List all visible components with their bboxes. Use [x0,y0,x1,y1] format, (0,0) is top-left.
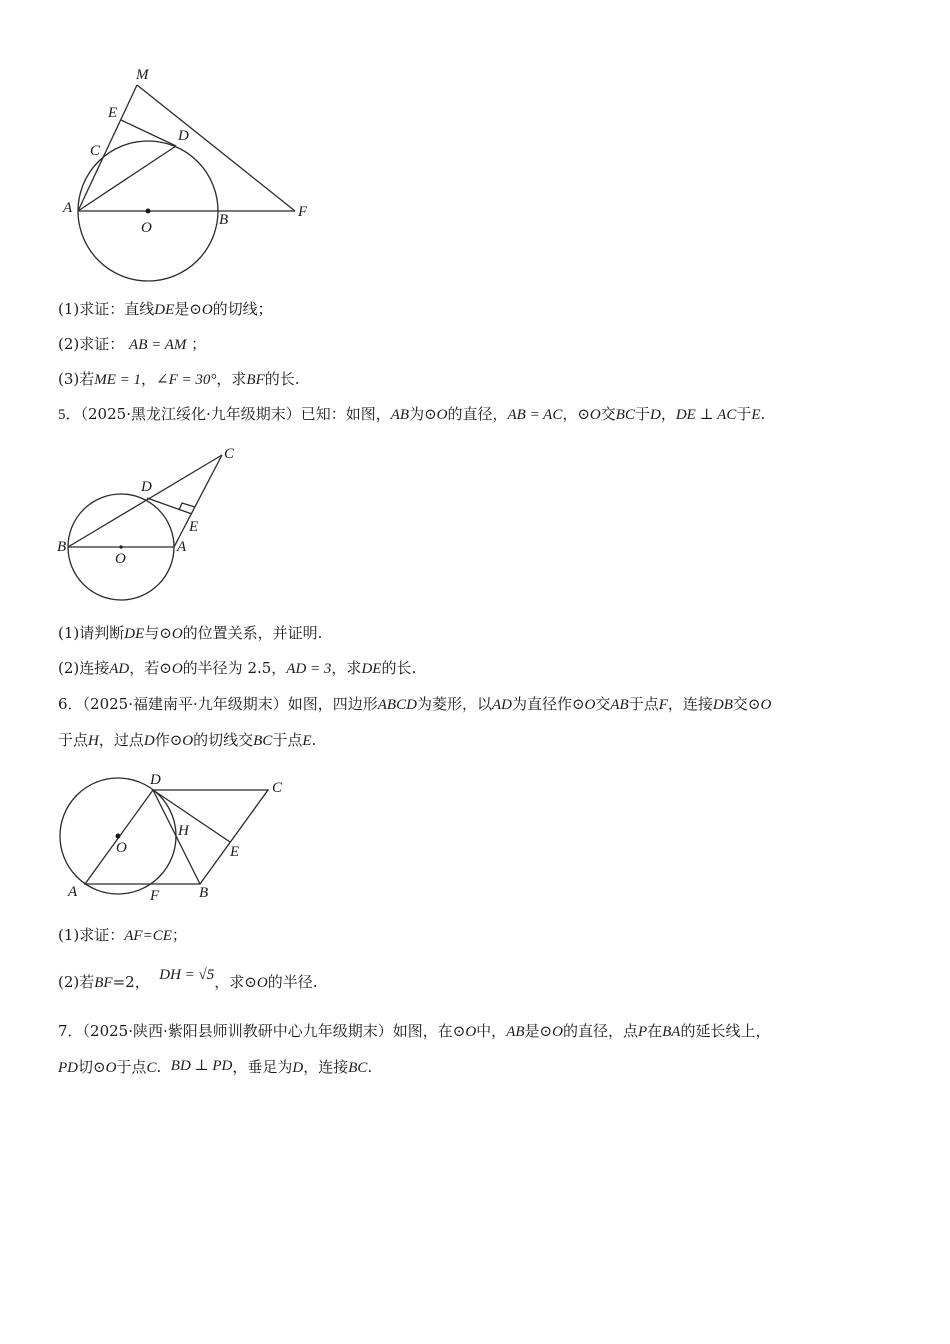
q4-part1: (1)求证：直线DE是⊙O的切线； [58,300,273,318]
center-o-dot [116,834,121,839]
label-d: D [178,128,189,144]
segment-bc [68,455,222,547]
label-c: C [90,143,101,159]
segment-db [153,790,200,884]
q6-statement-line1: 6．（2025·福建南平·九年级期末）如图，四边形ABCD为菱形，以AD为直径作⊙O交AB于点F，连接DB交⊙O [58,695,772,713]
q5-statement: 5．（2025·黑龙江绥化·九年级期末）已知：如图，AB为⊙O的直径，AB = AC，⊙O交BC于D，DE ⊥ AC于E. [58,405,766,423]
label-a: A [63,200,73,216]
q6-part1: (1)求证：AF=CE； [58,926,187,944]
label-b: B [219,212,229,228]
label-c: C [272,780,283,796]
label-f: F [150,888,160,904]
label-e: E [108,105,118,121]
label-d: D [141,479,152,495]
label-e: E [230,844,240,860]
figure-rhombus-circle [55,768,300,908]
q4-part2: (2)求证： AB = AM ； [58,335,207,353]
q5-part1: (1)请判断DE与⊙O的位置关系，并证明. [58,624,323,642]
q5-part2: (2)连接AD，若⊙O的半径为 2.5，AD = 3，求DE的长. [58,659,417,677]
figure-circle-tangent-mf [55,60,330,290]
label-o: O [141,220,152,236]
center-o-dot [119,545,122,548]
right-angle-mark [179,503,195,510]
segment-de [153,790,230,842]
label-c: C [224,446,235,462]
q6-statement-line2: 于点H，过点D作⊙O的切线交BC于点E. [58,731,317,749]
label-m: M [136,67,149,83]
label-a: A [177,539,187,555]
q7-statement-line2: PD切⊙O于点C. BD ⊥ PD，垂足为D，连接BC. [58,1058,373,1076]
q4-part3: (3)若ME = 1，∠F = 30°，求BF的长. [58,370,300,388]
label-b: B [57,539,67,555]
label-d: D [150,772,161,788]
label-a: A [68,884,78,900]
label-b: B [199,885,209,901]
label-h: H [178,823,189,839]
segment-ed [121,120,176,146]
label-o: O [116,840,127,856]
center-o-dot [146,209,151,214]
label-e: E [189,519,199,535]
q6-part2: (2)若BF=2， DH = √5，求⊙O的半径. [58,967,318,991]
label-f: F [298,204,308,220]
label-o: O [115,551,126,567]
q7-statement-line1: 7．（2025·陕西·紫阳县师训教研中心九年级期末）如图，在⊙O中，AB是⊙O的直径，点P在BA的延长线上， [58,1022,771,1040]
figure-circle-triangle-abc [55,440,245,605]
